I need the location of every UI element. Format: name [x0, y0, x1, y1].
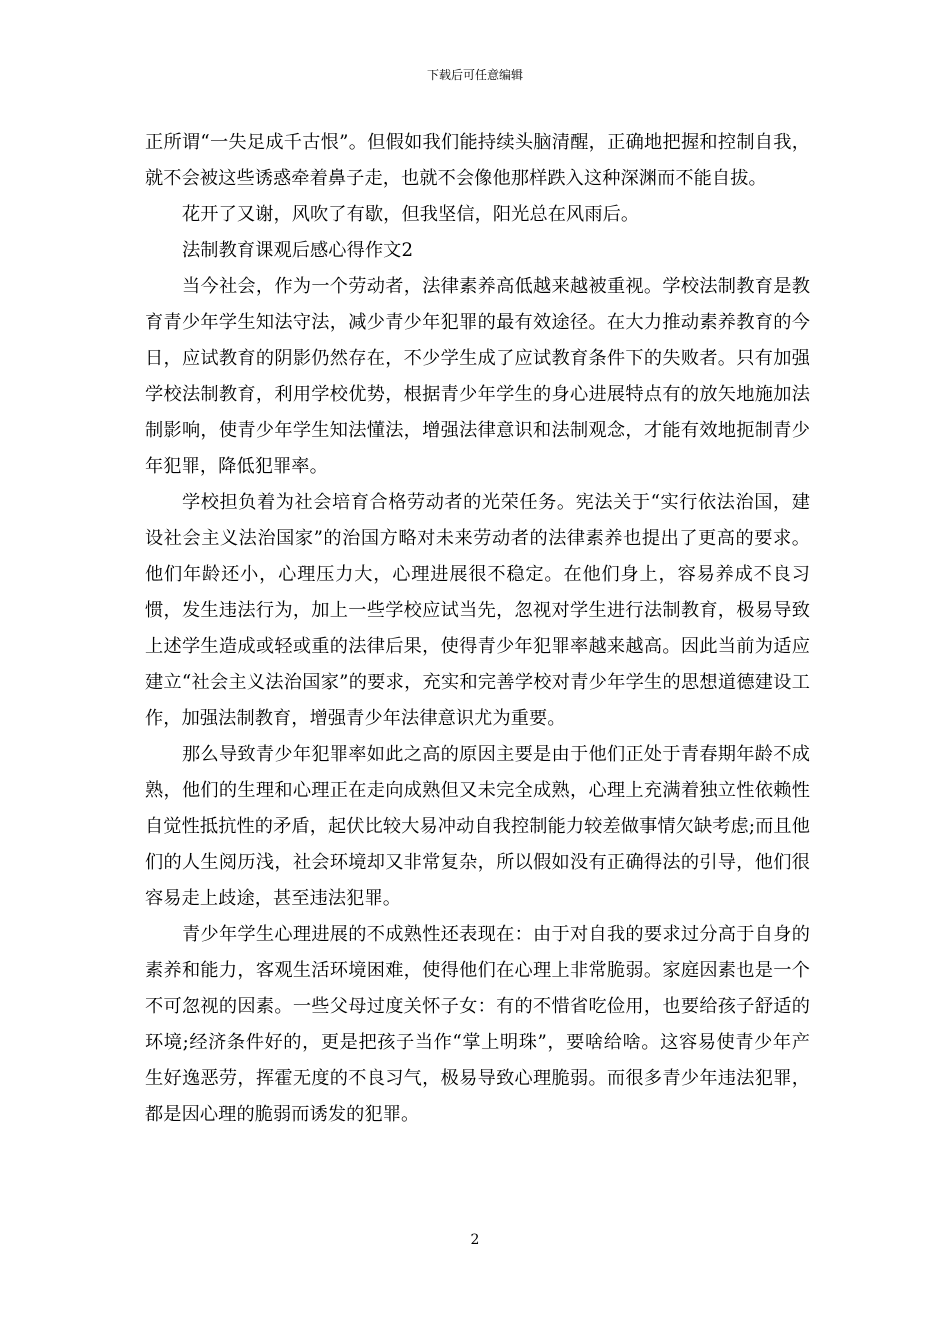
document-body: [145, 125, 810, 1133]
section-title: 法制教育课观后感心得作文2: [182, 240, 414, 261]
paragraph-2: 花开了又谢，风吹了有歇，但我坚信，阳光总在风雨后。: [182, 204, 640, 225]
paragraph-4: 学校担负着为社会培育合格劳动者的光荣任务。宪法关于“实行依法治国，建设社会主义法治国家”的治国方略对未来劳动者的法律素养也提出了更高的要求。他们年龄还小，心理压力大，心理进展很不稳定。在他们身上，容易养成不良习惯，发生违法行为，加上一些学校应试当先，忽视对学生进行法制教育，极易导致上述学生造成或轻或重的法律后果，使得青少年犯罪率越来越高。因此当前为适应建立“社会主义法治国家”的要求，充实和完善学校对青少年学生的思想道德建设工作，加强法制教育，增强青少年法律意识尤为重要。: [145, 492, 810, 729]
paragraph-3: 当今社会，作为一个劳动者，法律素养高低越来越被重视。学校法制教育是教育青少年学生知法守法，减少青少年犯罪的最有效途径。在大力推动素养教育的今日，应试教育的阴影仍然存在，不少学生成了应试教育条件下的失败者。只有加强学校法制教育，利用学校优势，根据青少年学生的身心进展特点有的放矢地施加法制影响，使青少年学生知法懂法，增强法律意识和法制观念，才能有效地扼制青少年犯罪，降低犯罪率。: [145, 276, 810, 477]
paragraph-6: 青少年学生心理进展的不成熟性还表现在：由于对自我的要求过分高于自身的素养和能力，客观生活环境困难，使得他们在心理上非常脆弱。家庭因素也是一个不可忽视的因素。一些父母过度关怀子女：有的不惜省吃俭用，也要给孩子舒适的环境;经济条件好的，更是把孩子当作“掌上明珠”，要啥给啥。这容易使青少年产生好逸恶劳，挥霍无度的不良习气，极易导致心理脆弱。而很多青少年违法犯罪，都是因心理的脆弱而诱发的犯罪。: [145, 924, 810, 1125]
page-header-note: 下载后可任意编辑: [426, 68, 523, 82]
paragraph-5: 那么导致青少年犯罪率如此之高的原因主要是由于他们正处于青春期年龄不成熟，他们的生理和心理正在走向成熟但又未完全成熟，心理上充满着独立性依赖性自觉性抵抗性的矛盾，起伏比较大易冲动自我控制能力较差做事情欠缺考虑;而且他们的人生阅历浅，社会环境却又非常复杂，所以假如没有正确得法的引导，他们很容易走上歧途，甚至违法犯罪。: [145, 744, 810, 909]
paragraph-1: 正所谓“一失足成千古恨”。但假如我们能持续头脑清醒，正确地把握和控制自我，就不会被这些诱惑牵着鼻子走，也就不会像他那样跌入这种深渊而不能自拔。: [145, 132, 810, 189]
page-number: 2: [470, 1232, 480, 1248]
